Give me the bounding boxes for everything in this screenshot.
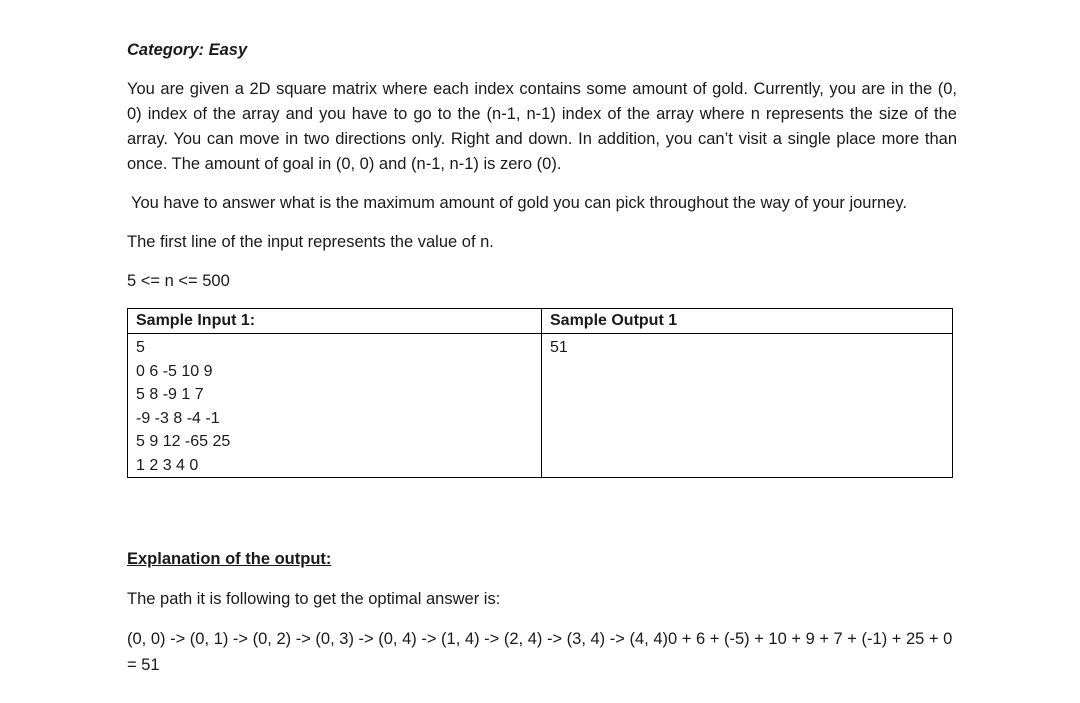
- sample-table: [127, 308, 953, 478]
- input-note: The first line of the input represents the value of n.: [127, 233, 494, 251]
- explanation-heading: Explanation of the output:: [127, 550, 332, 568]
- task-statement: You have to answer what is the maximum amount of gold you can pick throughout the way of your journey.: [131, 194, 907, 212]
- problem-document: [127, 38, 957, 674]
- sample-table-header-row: [128, 309, 953, 334]
- sample-input-line: 5: [136, 339, 145, 356]
- problem-description: You are given a 2D square matrix where each index contains some amount of gold. Currently, you are in the (0, 0) index of the array and you have to go to the (n-1, n-1) index of the array where n represents the size of the array. You can move in two directions only. Right and down. In addition, you can’t visit a single place more than once. The amount of goal in (0, 0) and (n-1, n-1) is zero (0).: [127, 80, 957, 173]
- constraint-text: 5 <= n <= 500: [127, 272, 230, 290]
- explanation-intro: The path it is following to get the optimal answer is:: [127, 590, 501, 608]
- sample-input-line: 5 9 12 -65 25: [136, 433, 231, 450]
- category-label: Category: Easy: [127, 41, 248, 59]
- sample-input-line: -9 -3 8 -4 -1: [136, 409, 220, 427]
- sample-output-line: 51: [550, 339, 568, 356]
- sample-input-header: Sample Input 1:: [128, 309, 542, 334]
- sample-table-body-row: [128, 334, 953, 478]
- sample-output-cell: [542, 334, 953, 478]
- sample-input-line: 1 2 3 4 0: [136, 456, 199, 474]
- sample-output-header: Sample Output 1: [542, 309, 953, 334]
- sample-input-cell: [128, 334, 542, 478]
- sample-input-line: 5 8 -9 1 7: [136, 386, 204, 403]
- explanation-path: (0, 0) -> (0, 1) -> (0, 2) -> (0, 3) -> (0, 4) -> (1, 4) -> (2, 4) -> (3, 4) -> (4, 4)0 + 6 + (-5) + 10 + 9 + 7 + (-1) + 25 + 0 = 51: [127, 630, 953, 674]
- sample-input-line: 0 6 -5 10 9: [136, 362, 213, 380]
